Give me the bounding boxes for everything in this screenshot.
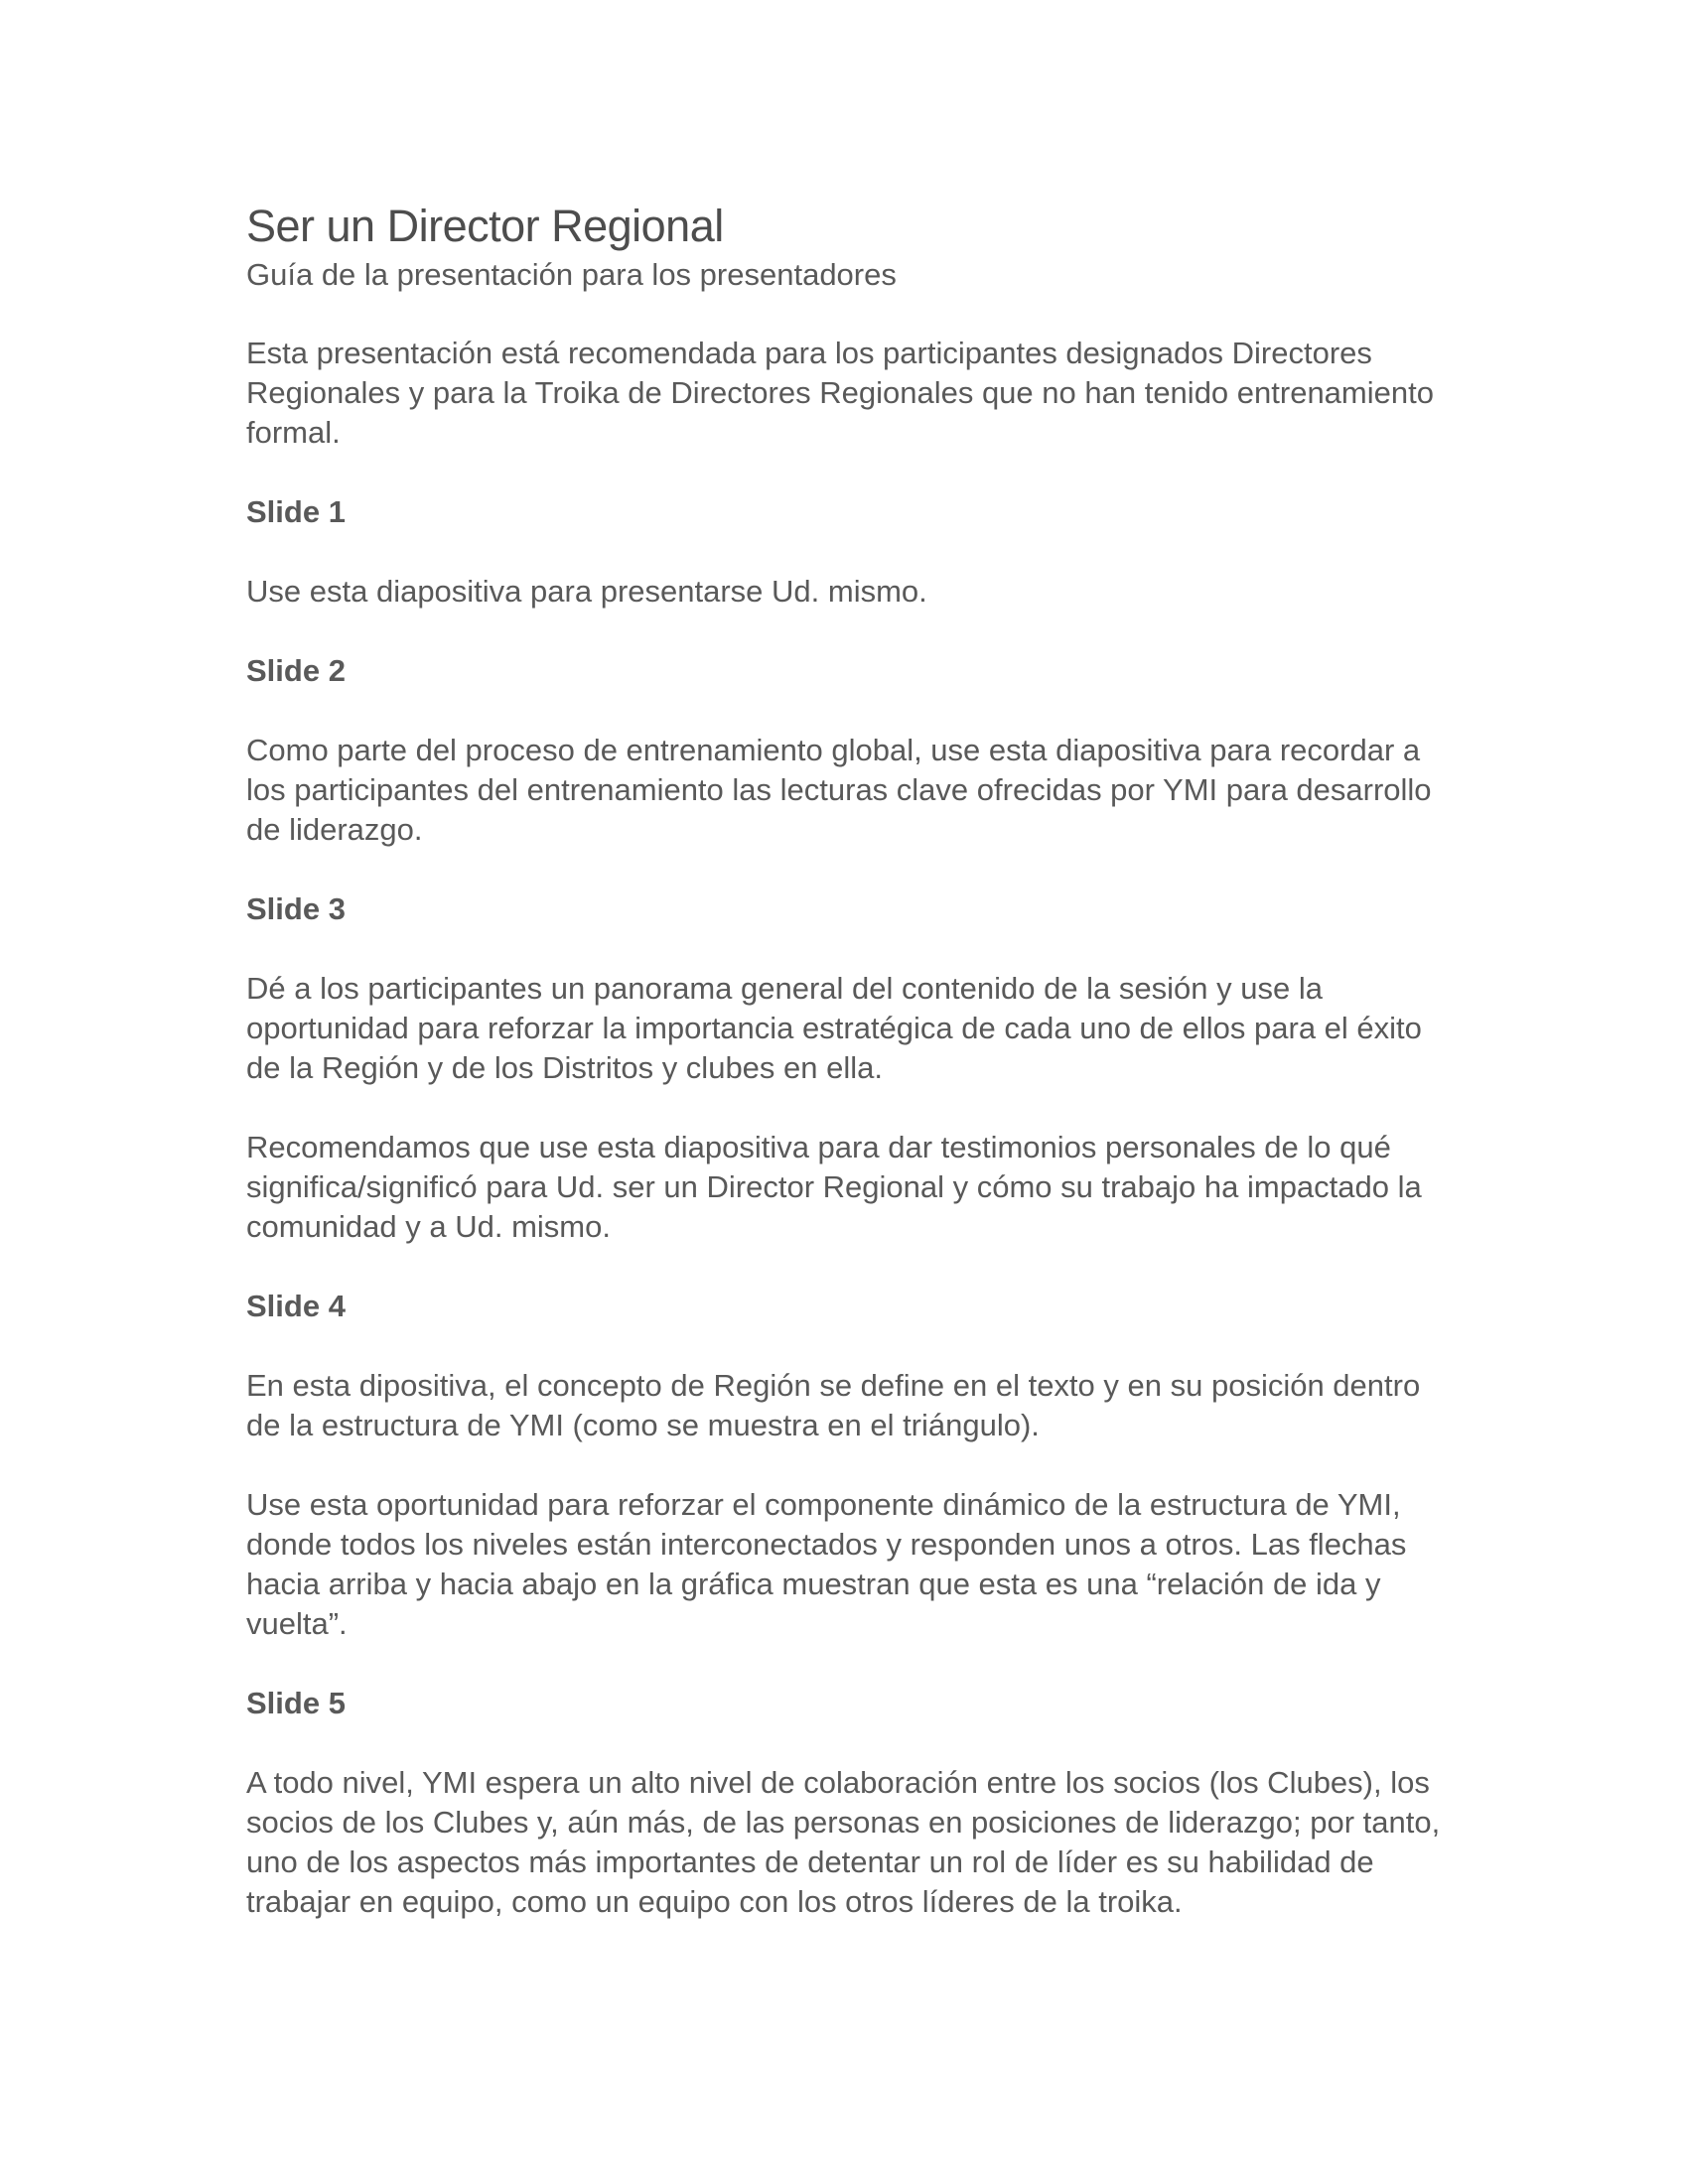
slide-paragraph: Use esta diapositiva para presentarse Ud. mismo. bbox=[246, 574, 927, 609]
slide-heading: Slide 2 bbox=[246, 653, 346, 688]
intro-paragraph: Esta presentación está recomendada para los participantes designados Directores Regionales y para la Troika de Directores Regionales que no han tenido entrenamiento formal. bbox=[246, 336, 1434, 450]
slide-paragraph: A todo nivel, YMI espera un alto nivel de colaboración entre los socios (los Clubes), los socios de los Clubes y, aún más, de las personas en posiciones de liderazgo; por tanto, uno de los aspectos más importantes de detentar un rol de líder es su habilidad de trabajar en equipo, como un equipo con los otros líderes de la troika. bbox=[246, 1765, 1441, 1919]
slide-paragraph: Recomendamos que use esta diapositiva para dar testimonios personales de lo qué significa/significó para Ud. ser un Director Regional y cómo su trabajo ha impactado la comunidad y a Ud. mismo. bbox=[246, 1130, 1422, 1244]
section-slide-1 bbox=[246, 492, 1448, 612]
slide-heading: Slide 4 bbox=[246, 1289, 346, 1323]
document-content bbox=[246, 199, 1448, 1962]
section-slide-3 bbox=[246, 889, 1448, 1247]
section-slide-2 bbox=[246, 651, 1448, 850]
slide-paragraph: Use esta oportunidad para reforzar el componente dinámico de la estructura de YMI, donde todos los niveles están interconectados y responden unos a otros. Las flechas hacia arriba y hacia abajo en la gráfica muestran que esta es una “relación de ida y vuelta”. bbox=[246, 1487, 1407, 1641]
slide-paragraph: Dé a los participantes un panorama general del contenido de la sesión y use la oportunidad para reforzar la importancia estratégica de cada uno de ellos para el éxito de la Región y de los Distritos y clubes en ella. bbox=[246, 971, 1422, 1085]
slide-heading: Slide 5 bbox=[246, 1686, 346, 1720]
document-title: Ser un Director Regional bbox=[246, 201, 724, 251]
document-subtitle: Guía de la presentación para los presentadores bbox=[246, 257, 897, 292]
section-slide-5 bbox=[246, 1684, 1448, 1922]
slide-paragraph: Como parte del proceso de entrenamiento global, use esta diapositiva para recordar a los participantes del entrenamiento las lecturas clave ofrecidas por YMI para desarrollo de liderazgo. bbox=[246, 733, 1432, 847]
slide-heading: Slide 3 bbox=[246, 891, 346, 926]
slide-paragraph: En esta dipositiva, el concepto de Región se define en el texto y en su posición dentro de la estructura de YMI (como se muestra en el triángulo). bbox=[246, 1368, 1421, 1442]
slide-heading: Slide 1 bbox=[246, 494, 346, 529]
section-slide-4 bbox=[246, 1287, 1448, 1644]
